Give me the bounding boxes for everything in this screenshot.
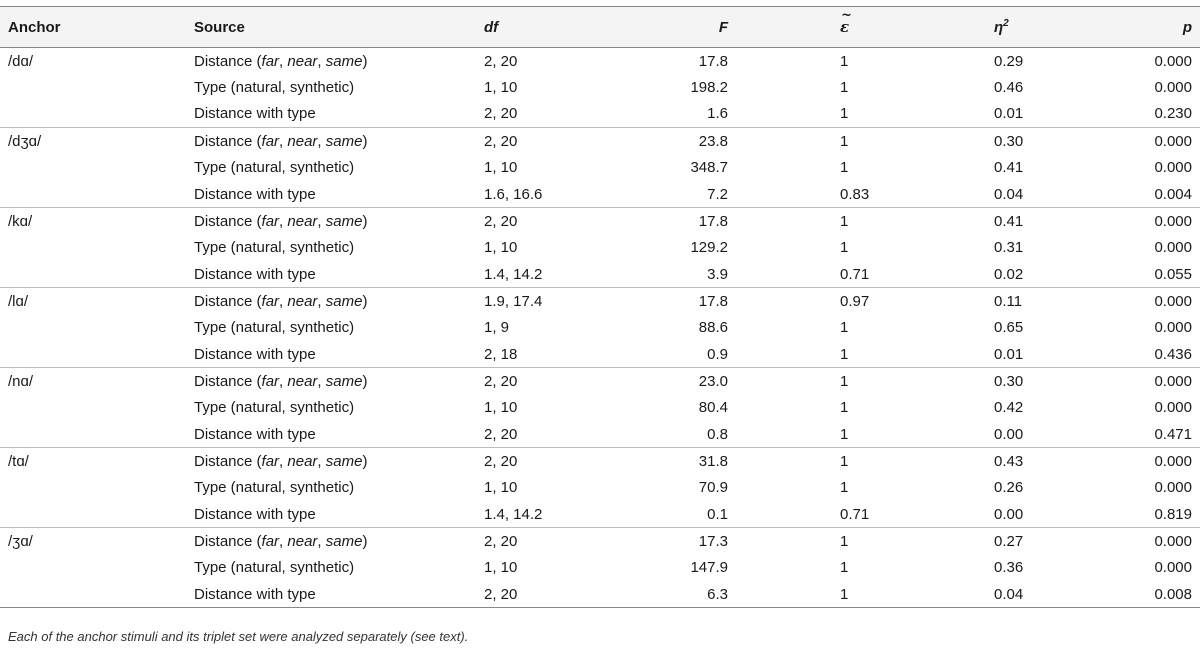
cell-anchor: /ʒɑ/	[8, 532, 33, 550]
cell-source: Type (natural, synthetic)	[194, 479, 355, 497]
source-part-sep: ,	[279, 532, 288, 550]
cell-source: Type (natural, synthetic)	[194, 79, 355, 97]
cell-eta-squared: 0.00	[994, 501, 1154, 528]
source-part-sep: ,	[317, 212, 326, 230]
cell-source: Type (natural, synthetic)	[194, 159, 355, 177]
cell-df: 2, 20	[484, 372, 518, 390]
table-row	[0, 394, 1200, 421]
cell-df: 1.4, 14.2	[484, 261, 602, 288]
source-part-close: )	[362, 132, 368, 150]
cell-source: Distance with type	[194, 421, 484, 448]
source-part-distance_prefix: Distance (	[194, 132, 262, 150]
cell-eta-squared: 0.46	[994, 79, 1024, 97]
cell-F: 17.3	[698, 532, 728, 550]
cell-p: 0.000	[1154, 132, 1192, 150]
cell-df: 1, 9	[484, 319, 510, 337]
source-part-sep: ,	[317, 292, 326, 310]
cell-eta-squared: 0.41	[994, 159, 1024, 177]
table-row	[0, 261, 1200, 288]
anova-table	[0, 6, 1200, 608]
cell-anchor	[0, 421, 194, 448]
cell-F: 198.2	[690, 79, 728, 97]
cell-eta-squared: 0.01	[994, 341, 1154, 368]
table-body	[0, 48, 1200, 608]
cell-source: Distance with type	[194, 181, 484, 208]
cell-p: 0.000	[1154, 532, 1192, 550]
cell-source: Distance with type	[194, 261, 484, 288]
table-row	[0, 528, 1200, 555]
cell-df: 2, 20	[484, 452, 518, 470]
cell-epsilon: 1	[840, 479, 849, 497]
cell-F: 0.9	[602, 341, 728, 368]
source-part-distance_prefix: Distance (	[194, 452, 262, 470]
cell-F: 129.2	[690, 239, 728, 257]
header-df: df	[484, 7, 602, 48]
cell-eta-squared: 0.36	[994, 559, 1024, 577]
source-part-near: near	[287, 132, 318, 150]
cell-anchor	[0, 74, 194, 101]
cell-F: 88.6	[698, 319, 728, 337]
cell-p: 0.000	[1154, 159, 1192, 177]
source-part-far: far	[261, 212, 280, 230]
cell-anchor	[0, 181, 194, 208]
cell-F: 3.9	[602, 261, 728, 288]
source-part-sep: ,	[317, 452, 326, 470]
table-row	[0, 181, 1200, 208]
source-part-near: near	[287, 532, 318, 550]
cell-source: Distance with type	[194, 101, 484, 128]
cell-df: 1, 10	[484, 239, 518, 257]
eta-superscript: 2	[1003, 18, 1009, 29]
cell-F: 70.9	[698, 479, 728, 497]
cell-anchor: /dɑ/	[8, 52, 34, 70]
cell-eta-squared: 0.29	[994, 52, 1024, 70]
epsilon-tilde: ~	[841, 8, 852, 23]
header-eta-squared	[994, 7, 1154, 48]
cell-epsilon: 1	[840, 79, 849, 97]
source-part-far: far	[261, 132, 280, 150]
cell-anchor: /dʒɑ/	[8, 132, 42, 150]
table-row	[0, 154, 1200, 181]
source-part-same: same	[325, 212, 363, 230]
cell-p: 0.000	[1154, 479, 1192, 497]
cell-epsilon: 1	[728, 101, 994, 128]
cell-df: 2, 20	[484, 581, 602, 608]
cell-source	[194, 128, 484, 155]
table-footnote: Each of the anchor stimuli and its triplet set were analyzed separately (see text).	[8, 629, 469, 644]
cell-epsilon: 1	[840, 399, 849, 417]
cell-F: 348.7	[690, 159, 728, 177]
cell-df: 1, 10	[484, 479, 518, 497]
source-part-same: same	[325, 532, 363, 550]
source-part-distance_prefix: Distance (	[194, 52, 262, 70]
source-part-same: same	[325, 372, 363, 390]
cell-anchor	[0, 475, 194, 502]
table-row	[0, 421, 1200, 448]
cell-p: 0.055	[1154, 261, 1200, 288]
cell-df: 1, 10	[484, 159, 518, 177]
source-part-sep: ,	[279, 452, 288, 470]
epsilon-symbol	[840, 8, 852, 36]
cell-anchor	[0, 501, 194, 528]
cell-anchor: /tɑ/	[8, 452, 29, 470]
cell-p: 0.436	[1154, 341, 1200, 368]
source-part-far: far	[261, 292, 280, 310]
cell-p: 0.008	[1154, 581, 1200, 608]
source-part-sep: ,	[317, 532, 326, 550]
source-part-far: far	[261, 452, 280, 470]
cell-anchor: /kɑ/	[8, 212, 33, 230]
source-part-sep: ,	[317, 132, 326, 150]
cell-F: 17.8	[698, 52, 728, 70]
cell-df: 2, 18	[484, 341, 602, 368]
cell-p: 0.000	[1154, 319, 1192, 337]
cell-eta-squared: 0.04	[994, 581, 1154, 608]
source-part-close: )	[362, 52, 368, 70]
source-part-same: same	[325, 132, 363, 150]
cell-anchor: /nɑ/	[8, 372, 34, 390]
source-part-sep: ,	[279, 292, 288, 310]
cell-p: 0.230	[1154, 101, 1200, 128]
table-row	[0, 341, 1200, 368]
cell-p: 0.471	[1154, 421, 1200, 448]
cell-F: 23.8	[698, 132, 728, 150]
cell-eta-squared: 0.42	[994, 399, 1024, 417]
cell-eta-squared: 0.30	[994, 132, 1024, 150]
cell-source: Distance with type	[194, 341, 484, 368]
cell-source	[194, 368, 484, 395]
cell-p: 0.000	[1154, 239, 1192, 257]
cell-p: 0.000	[1154, 559, 1192, 577]
source-part-distance_prefix: Distance (	[194, 212, 262, 230]
table-row	[0, 314, 1200, 341]
cell-epsilon: 1	[840, 532, 849, 550]
source-part-near: near	[287, 52, 318, 70]
source-part-close: )	[362, 372, 368, 390]
cell-anchor: /lɑ/	[8, 292, 29, 310]
cell-eta-squared: 0.41	[994, 212, 1024, 230]
cell-F: 147.9	[690, 559, 728, 577]
cell-df: 2, 20	[484, 101, 602, 128]
source-part-distance_prefix: Distance (	[194, 532, 262, 550]
source-part-far: far	[261, 52, 280, 70]
source-part-near: near	[287, 292, 318, 310]
header-F: F	[602, 7, 728, 48]
table-row	[0, 288, 1200, 315]
header-epsilon	[728, 7, 994, 48]
cell-p: 0.000	[1154, 372, 1192, 390]
cell-p: 0.004	[1154, 181, 1200, 208]
cell-epsilon: 1	[840, 159, 849, 177]
cell-anchor	[0, 341, 194, 368]
source-part-close: )	[362, 532, 368, 550]
cell-source: Type (natural, synthetic)	[194, 319, 355, 337]
cell-F: 17.8	[698, 212, 728, 230]
cell-F: 0.8	[602, 421, 728, 448]
table-row	[0, 48, 1200, 75]
cell-df: 1.9, 17.4	[484, 292, 543, 310]
cell-F: 80.4	[698, 399, 728, 417]
cell-eta-squared: 0.31	[994, 239, 1024, 257]
cell-epsilon: 0.97	[840, 292, 870, 310]
cell-anchor	[0, 101, 194, 128]
header-p: p	[1154, 7, 1200, 48]
cell-F: 23.0	[698, 372, 728, 390]
cell-epsilon: 1	[728, 421, 994, 448]
source-part-close: )	[362, 212, 368, 230]
source-part-near: near	[287, 372, 318, 390]
cell-eta-squared: 0.01	[994, 101, 1154, 128]
cell-source: Type (natural, synthetic)	[194, 399, 355, 417]
cell-p: 0.000	[1154, 292, 1192, 310]
cell-epsilon: 1	[728, 581, 994, 608]
table-row	[0, 475, 1200, 502]
cell-source: Type (natural, synthetic)	[194, 559, 355, 577]
header-row	[0, 7, 1200, 48]
cell-anchor	[0, 261, 194, 288]
cell-p: 0.000	[1154, 52, 1192, 70]
cell-epsilon: 1	[840, 239, 849, 257]
cell-epsilon: 1	[840, 132, 849, 150]
cell-eta-squared: 0.11	[994, 292, 1023, 310]
header-source: Source	[194, 7, 484, 48]
cell-epsilon: 1	[840, 52, 849, 70]
cell-F: 31.8	[698, 452, 728, 470]
source-part-same: same	[325, 292, 363, 310]
cell-epsilon: 1	[840, 319, 849, 337]
source-part-same: same	[325, 452, 363, 470]
cell-epsilon: 1	[840, 372, 849, 390]
cell-F: 7.2	[602, 181, 728, 208]
source-part-sep: ,	[317, 372, 326, 390]
source-part-sep: ,	[279, 52, 288, 70]
cell-source	[194, 288, 484, 315]
cell-df: 1.4, 14.2	[484, 501, 602, 528]
cell-p: 0.000	[1154, 399, 1192, 417]
cell-df: 1, 10	[484, 399, 518, 417]
cell-df: 2, 20	[484, 421, 602, 448]
table-row	[0, 234, 1200, 261]
cell-epsilon: 1	[728, 341, 994, 368]
epsilon-letter: ε	[840, 18, 850, 36]
cell-eta-squared: 0.00	[994, 421, 1154, 448]
cell-F: 1.6	[602, 101, 728, 128]
cell-p: 0.000	[1154, 212, 1192, 230]
cell-epsilon: 1	[840, 212, 849, 230]
cell-anchor	[0, 555, 194, 582]
source-part-near: near	[287, 452, 318, 470]
cell-epsilon: 1	[840, 559, 849, 577]
source-part-close: )	[362, 452, 368, 470]
cell-source	[194, 208, 484, 235]
source-part-sep: ,	[279, 372, 288, 390]
cell-source	[194, 48, 484, 75]
cell-anchor	[0, 314, 194, 341]
cell-anchor	[0, 394, 194, 421]
cell-epsilon: 1	[840, 452, 849, 470]
cell-anchor	[0, 154, 194, 181]
source-part-sep: ,	[279, 212, 288, 230]
cell-df: 1, 10	[484, 559, 518, 577]
source-part-sep: ,	[279, 132, 288, 150]
cell-eta-squared: 0.65	[994, 319, 1024, 337]
cell-epsilon: 0.71	[728, 261, 994, 288]
cell-df: 2, 20	[484, 532, 518, 550]
table-row	[0, 448, 1200, 475]
table-row	[0, 501, 1200, 528]
cell-df: 1, 10	[484, 79, 518, 97]
source-part-far: far	[261, 532, 280, 550]
source-part-same: same	[325, 52, 363, 70]
source-part-distance_prefix: Distance (	[194, 292, 262, 310]
table-row	[0, 581, 1200, 608]
source-part-close: )	[362, 292, 368, 310]
cell-p: 0.000	[1154, 79, 1192, 97]
cell-p: 0.819	[1154, 501, 1200, 528]
table-row	[0, 74, 1200, 101]
cell-eta-squared: 0.02	[994, 261, 1154, 288]
source-part-far: far	[261, 372, 280, 390]
source-part-near: near	[287, 212, 318, 230]
cell-eta-squared: 0.26	[994, 479, 1024, 497]
cell-df: 2, 20	[484, 212, 518, 230]
table-row	[0, 128, 1200, 155]
source-part-sep: ,	[317, 52, 326, 70]
cell-source: Distance with type	[194, 581, 484, 608]
cell-p: 0.000	[1154, 452, 1192, 470]
cell-eta-squared: 0.27	[994, 532, 1024, 550]
cell-eta-squared: 0.43	[994, 452, 1024, 470]
eta-letter: η	[994, 19, 1004, 36]
source-part-distance_prefix: Distance (	[194, 372, 262, 390]
header-anchor: Anchor	[0, 7, 194, 48]
cell-F: 17.8	[698, 292, 728, 310]
cell-epsilon: 0.83	[728, 181, 994, 208]
cell-epsilon: 0.71	[728, 501, 994, 528]
cell-F: 6.3	[602, 581, 728, 608]
cell-eta-squared: 0.04	[994, 181, 1154, 208]
cell-df: 2, 20	[484, 52, 518, 70]
table-row	[0, 555, 1200, 582]
table-row	[0, 208, 1200, 235]
cell-df: 1.6, 16.6	[484, 181, 602, 208]
cell-anchor	[0, 234, 194, 261]
cell-source: Distance with type	[194, 501, 484, 528]
cell-anchor	[0, 581, 194, 608]
cell-source	[194, 528, 484, 555]
table-row	[0, 101, 1200, 128]
cell-source	[194, 448, 484, 475]
cell-eta-squared: 0.30	[994, 372, 1024, 390]
cell-df: 2, 20	[484, 132, 518, 150]
cell-F: 0.1	[602, 501, 728, 528]
table-header	[0, 7, 1200, 48]
table-row	[0, 368, 1200, 395]
cell-source: Type (natural, synthetic)	[194, 239, 355, 257]
